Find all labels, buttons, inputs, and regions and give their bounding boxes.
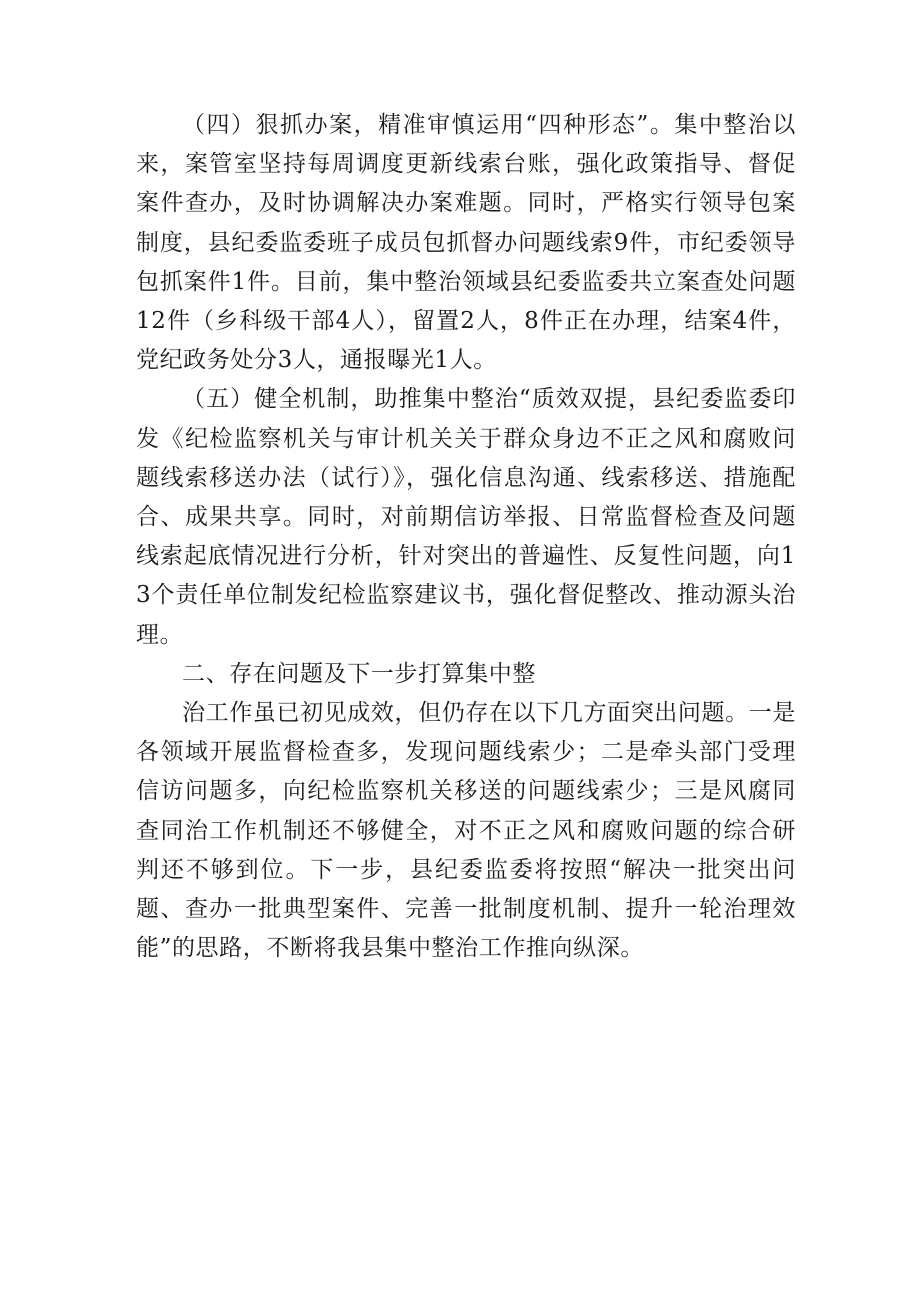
paragraph-problems-and-plans: 治工作虽已初见成效，但仍存在以下几方面突出问题。一是各领域开展监督检查多，发现问题线索少；二是牵头部门受理信访问题多，向纪检监察机关移送的问题线索少；三是风腐同查同治工作机制还不够健全，对不正之风和腐败问题的综合研判还不够到位。下一步，县纪委监委将按照“解决一批突出问题、查办一批典型案件、完善一批制度机制、提升一轮治理效能”的思路，不断将我县集中整治工作推向纵深。 [136,700,796,962]
paragraph-mechanism: （五）健全机制，助推集中整治“质效双提，县纪委监委印发《纪检监察机关与审计机关关于群众身边不正之风和腐败问题线索移送办法（试行）》，强化信息沟通、线索移送、措施配合、成果共享。同时，对前期信访举报、日常监督检查及问题线索起底情况进行分析，针对突出的普遍性、反复性问题，向13个责任单位制发纪检监察建议书，强化督促整改、推动源头治理。 [136,386,796,648]
document-body [136,106,796,968]
paragraph-case-handling: （四）狠抓办案，精准审慎运用“四种形态”。集中整治以来，案管室坚持每周调度更新线索台账，强化政策指导、督促案件查办，及时协调解决办案难题。同时，严格实行领导包案制度，县纪委监委班子成员包抓督办问题线索9件，市纪委领导包抓案件1件。目前，集中整治领域县纪委监委共立案查处问题12件（乡科级干部4人），留置2人，8件正在办理，结案4件，党纪政务处分3人，通报曝光1人。 [136,112,796,374]
section-heading-problems-and-plans: 二、存在问题及下一步打算集中整 [182,660,536,687]
